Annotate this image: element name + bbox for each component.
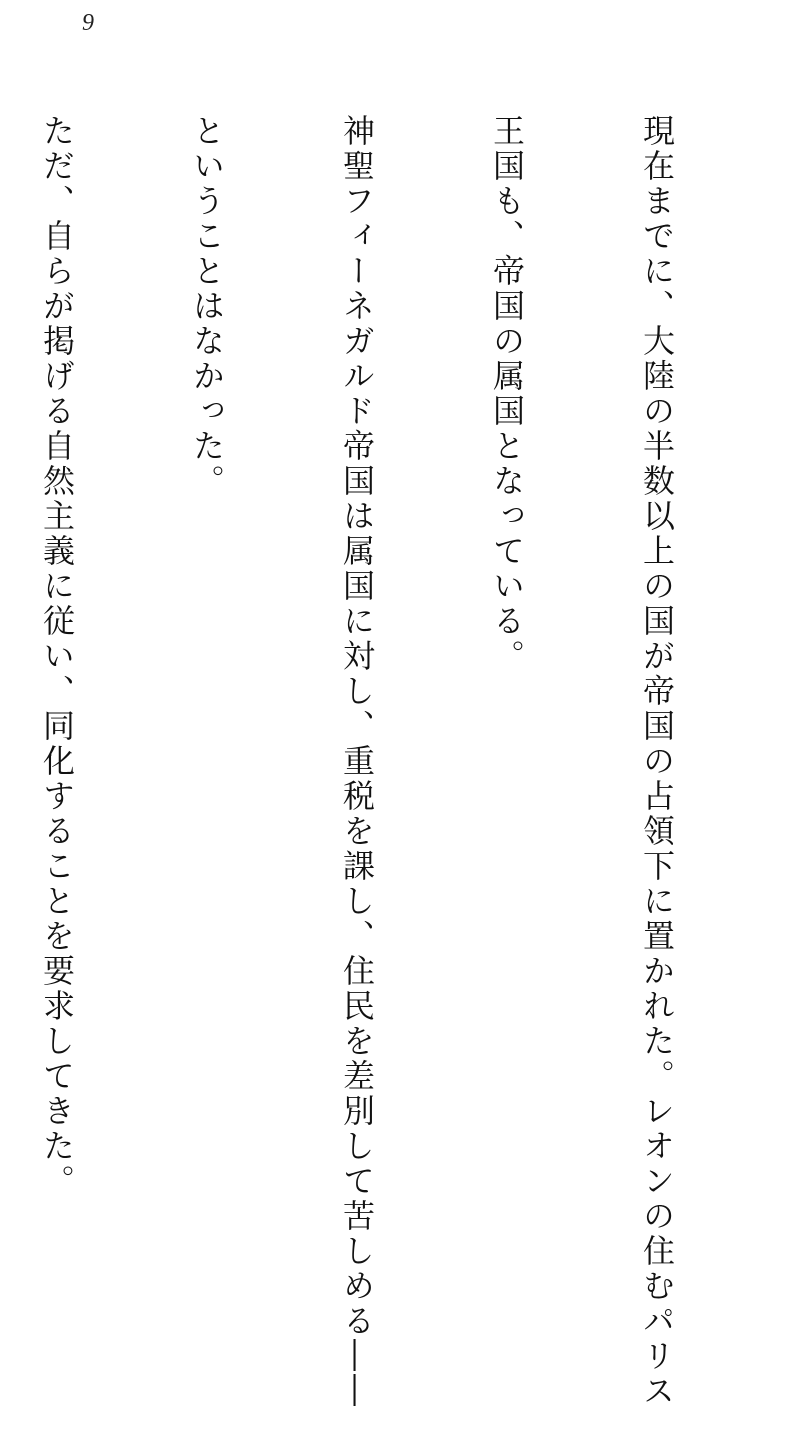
body-text [0, 114, 782, 1409]
page-number: 9 [82, 10, 94, 36]
text-line: 王国も、帝国の属国となっている。 [488, 114, 526, 674]
text-line: 現在までに、大陸の半数以上の国が帝国の占領下に置かれた。レオンの住むパリス [638, 114, 676, 1409]
text-line: ただ、自らが掲げる自然主義に従い、同化することを要求してきた。 [38, 114, 76, 1199]
text-line: ということはなかった。 [188, 114, 226, 499]
text-line: 神聖フィーネガルド帝国は属国に対し、重税を課し、住民を差別して苦しめる―― [338, 114, 376, 1409]
